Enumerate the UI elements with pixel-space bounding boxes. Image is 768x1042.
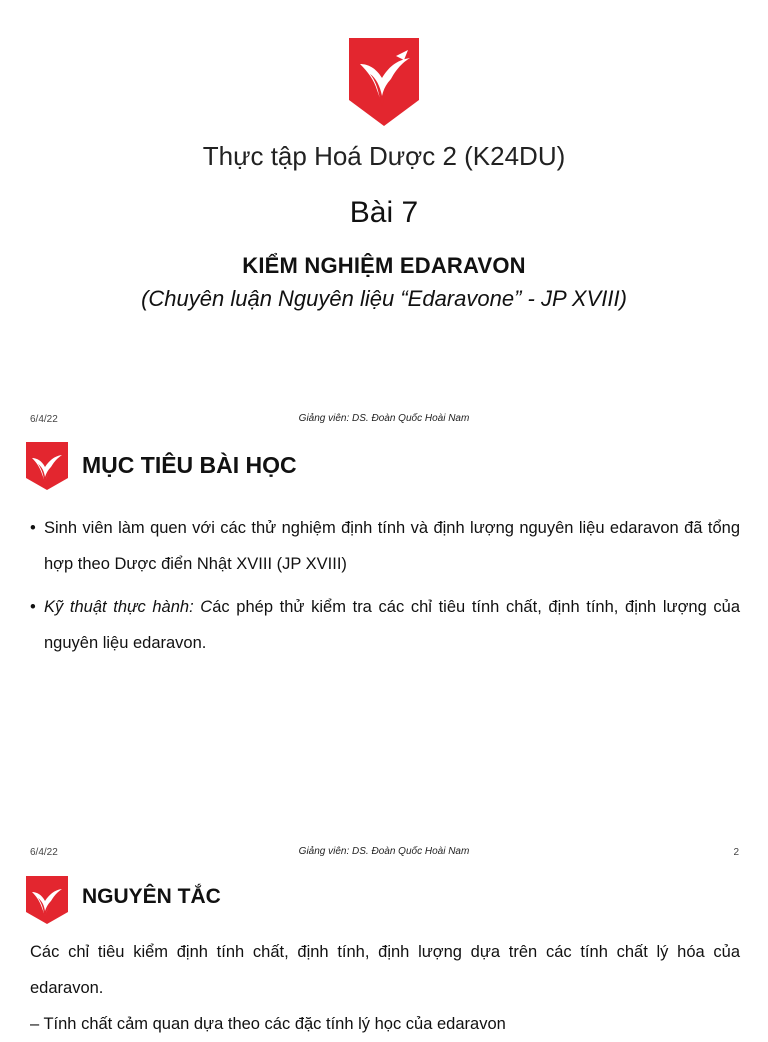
university-shield-logo xyxy=(346,34,422,130)
university-shield-logo xyxy=(24,440,70,492)
footer-lecturer: Giảng viên: DS. Đoàn Quốc Hoài Nam xyxy=(298,846,470,857)
objectives-heading: MỤC TIÊU BÀI HỌC xyxy=(82,452,297,478)
page-number: 2 xyxy=(733,847,739,858)
bullet-icon: • xyxy=(30,519,36,537)
objective-lead: Kỹ thuật thực hành: C xyxy=(44,598,213,616)
principle-sub-item: – Tính chất cảm quan dựa theo các đặc tính lý học của edaravon xyxy=(30,1015,506,1033)
objective-rest: ác phép thử kiểm tra các chỉ tiêu tính chất, định tính, định lượng của nguyên liệu edaravon. xyxy=(44,598,741,652)
footer-date: 6/4/22 xyxy=(30,414,58,425)
university-shield-logo xyxy=(24,874,70,926)
footer-lecturer: Giảng viên: DS. Đoàn Quốc Hoài Nam xyxy=(298,413,470,424)
objective-text: Sinh viên làm quen với các thử nghiệm định tính và định lượng nguyên liệu edaravon đã tổng hợp theo Dược điển Nhật XVIII (JP XVIII) xyxy=(44,519,740,573)
lesson-number: Bài 7 xyxy=(349,196,419,229)
lesson-subtitle: (Chuyên luận Nguyên liệu “Edaravone” - JP XVIII) xyxy=(141,286,627,311)
objective-text xyxy=(30,589,740,661)
footer-date: 6/4/22 xyxy=(30,847,58,858)
principle-text: Các chỉ tiêu kiểm định tính chất, định tính, định lượng dựa trên các tính chất lý hóa của edaravon. xyxy=(30,943,740,997)
lesson-title: KIỂM NGHIỆM EDARAVON xyxy=(242,253,526,278)
list-item xyxy=(30,510,740,582)
list-item xyxy=(30,589,740,661)
course-title: Thực tập Hoá Dược 2 (K24DU) xyxy=(202,141,566,171)
bullet-icon: • xyxy=(30,598,36,616)
principle-heading: NGUYÊN TẮC xyxy=(82,885,221,908)
